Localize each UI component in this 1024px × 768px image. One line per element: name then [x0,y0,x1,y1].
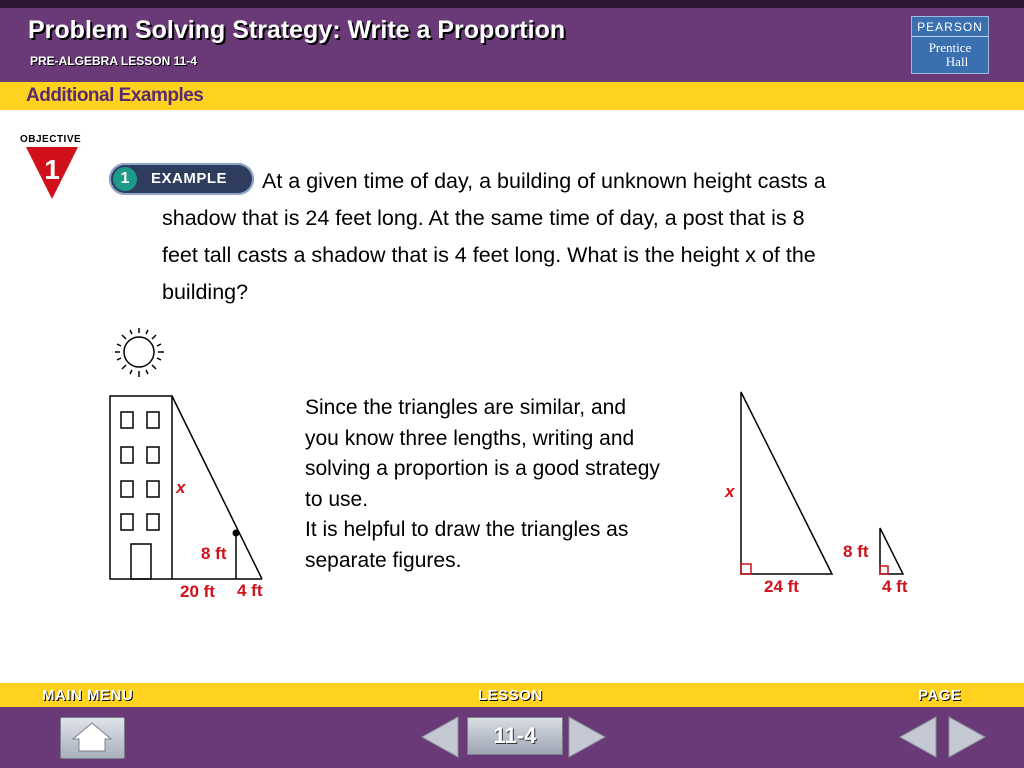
objective-triangle-icon [20,145,80,201]
footer-nav [0,707,1024,768]
arrow-left-icon [422,717,458,757]
page-next-button[interactable] [947,715,987,759]
header-bar [0,0,1024,82]
lesson-next-button[interactable] [567,715,607,759]
pearson-logo [911,16,989,74]
example-number: 1 [113,167,137,191]
page-previous-button[interactable] [898,715,938,759]
lesson-number: 11-4 [493,723,537,748]
lesson-label: LESSON [478,687,543,704]
logo-line-prentice: Prentice [928,40,972,55]
large-base-label: 24 ft [764,577,799,596]
lesson-number-box [467,717,563,755]
main-menu-label: MAIN MENU [42,687,134,704]
explanation-line-2: It is helpful to draw the triangles as separate figures. [305,518,629,572]
left-x-label: x [176,478,186,497]
building-icon [110,396,172,579]
arrow-left-icon [900,717,936,757]
arrow-right-icon [569,717,605,757]
lesson-previous-button[interactable] [420,715,460,759]
objective-label: OBJECTIVE [20,134,82,145]
objective-number: 1 [44,154,60,185]
large-right-angle-mark [741,564,751,574]
post-shadow-label: 4 ft [237,581,263,600]
sun-icon [115,328,164,377]
footer-label-bar [0,683,1024,707]
problem-text: At a given time of day, a building of unknown height casts a shadow that is 24 feet long. At the same time of day, a post that is 8 feet tall casts a shadow that is 4 feet long. What is the height x of the building? [162,169,826,304]
post-height-label: 8 ft [201,544,227,563]
large-triangle [741,392,832,574]
explanation-text [305,393,685,576]
page-title: Problem Solving Strategy: Write a Proportion [28,16,566,44]
post-top-dot [233,530,240,537]
section-banner [0,82,1024,110]
objective-marker [20,134,90,206]
page-label: PAGE [918,687,962,704]
banner-label: Additional Examples [26,85,204,106]
explanation-line-1: Since the triangles are similar, and you know three lengths, writing and solving a proportion is a good strategy to use. [305,396,660,511]
small-base-label: 4 ft [882,577,908,596]
building-shadow-label: 20 ft [180,582,215,601]
small-height-label: 8 ft [843,542,869,561]
logo-line-hall: Hall [945,54,969,69]
page-subtitle: PRE-ALGEBRA LESSON 11-4 [30,54,197,68]
arrow-right-icon [949,717,985,757]
home-icon [61,718,124,758]
main-menu-home-button[interactable] [60,717,125,759]
small-triangle [880,528,903,574]
example-label: EXAMPLE [151,170,228,187]
header-top-line [0,0,1024,8]
problem-text-block [162,163,842,311]
right-x-label: x [725,482,735,501]
logo-line-pearson: PEARSON [912,20,988,37]
small-right-angle-mark [880,566,888,574]
